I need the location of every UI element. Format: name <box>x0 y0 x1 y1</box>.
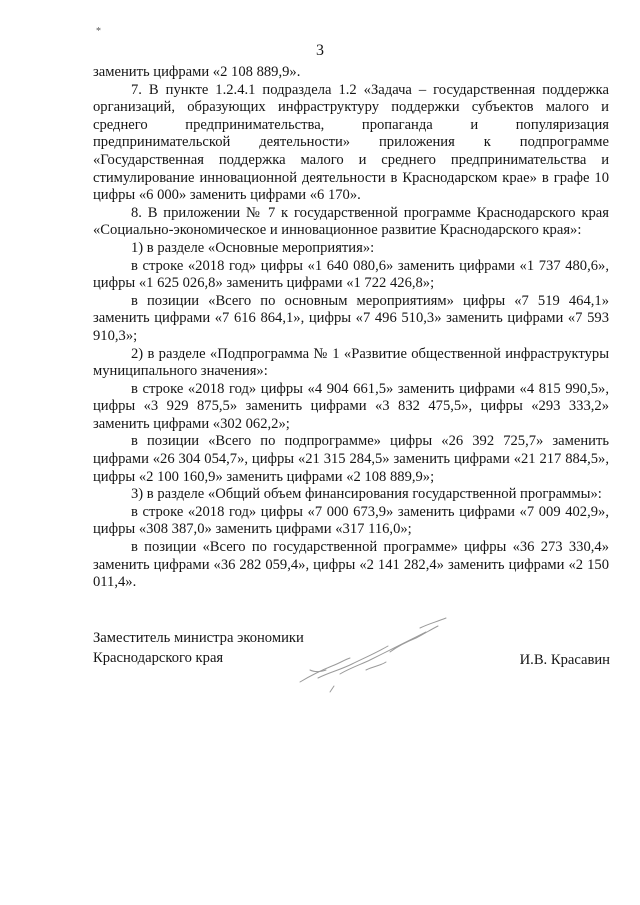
signer-position-line2: Краснодарского края <box>93 650 224 666</box>
paragraph-subitem-3: 3) в разделе «Общий объем финансирования государственной программы»: <box>131 486 602 503</box>
paragraph-total-program: в позиции «Всего по государственной программе» цифры «36 273 330,4» заменить цифрами «36 282 059,4», цифры «2 141 282,4» заменить цифрами «2 150 011,4». <box>93 539 609 591</box>
document-body <box>93 64 609 592</box>
paragraph-continuation: заменить цифрами «2 108 889,9». <box>93 64 301 80</box>
paragraph-row-2018-sub1: в строке «2018 год» цифры «4 904 661,5» заменить цифрами «4 815 990,5», цифры «3 929 875,5» заменить цифрами «3 832 475,5», цифры «293 333,2» заменить цифрами «302 062,2»; <box>93 380 609 432</box>
signer-name: И.В. Красавин <box>519 652 610 668</box>
paragraph-total-sub1: в позиции «Всего по подпрограмме» цифры «26 392 725,7» заменить цифрами «26 304 054,7», цифры «21 315 284,5» заменить цифрами «21 217 884,5», цифры «2 100 160,9» заменить цифрами «2 108 889,9»; <box>93 433 609 485</box>
signer-position-line1: Заместитель министра экономики <box>93 630 304 646</box>
paragraph-item-7: 7. В пункте 1.2.4.1 подраздела 1.2 «Задача – государственная поддержка организаций, образующих инфраструктуру поддержки субъектов малого и среднего предпринимательства, пропаганда и популяризация предпринимательской деятельности» приложения к подпрограмме «Государственная поддержка малого и среднего предпринимательства и стимулирование инновационной деятельности в Краснодарском крае» в графе 10 цифры «6 000» заменить цифрами «6 170». <box>93 81 609 204</box>
paragraph-row-2018-total: в строке «2018 год» цифры «7 000 673,9» заменить цифрами «7 009 402,9», цифры «308 387,0» заменить цифрами «317 116,0»; <box>93 503 609 538</box>
corner-mark: * <box>96 26 101 37</box>
paragraph-total-main: в позиции «Всего по основным мероприятиям» цифры «7 519 464,1» заменить цифрами «7 616 864,1», цифры «7 496 510,3» заменить цифрами «7 593 910,3»; <box>93 292 609 344</box>
paragraph-item-8: 8. В приложении № 7 к государственной программе Краснодарского края «Социально-экономическое и инновационное развитие Краснодарского края»: <box>93 204 609 239</box>
paragraph-subitem-2: 2) в разделе «Подпрограмма № 1 «Развитие общественной инфраструктуры муниципального значения»: <box>93 345 609 380</box>
paragraph-subitem-1: 1) в разделе «Основные мероприятия»: <box>131 239 375 256</box>
handwritten-signature <box>270 600 470 710</box>
page-number: 3 <box>316 42 324 59</box>
paragraph-row-2018-main: в строке «2018 год» цифры «1 640 080,6» заменить цифрами «1 737 480,6», цифры «1 625 026,8» заменить цифрами «1 722 426,8»; <box>93 257 609 292</box>
